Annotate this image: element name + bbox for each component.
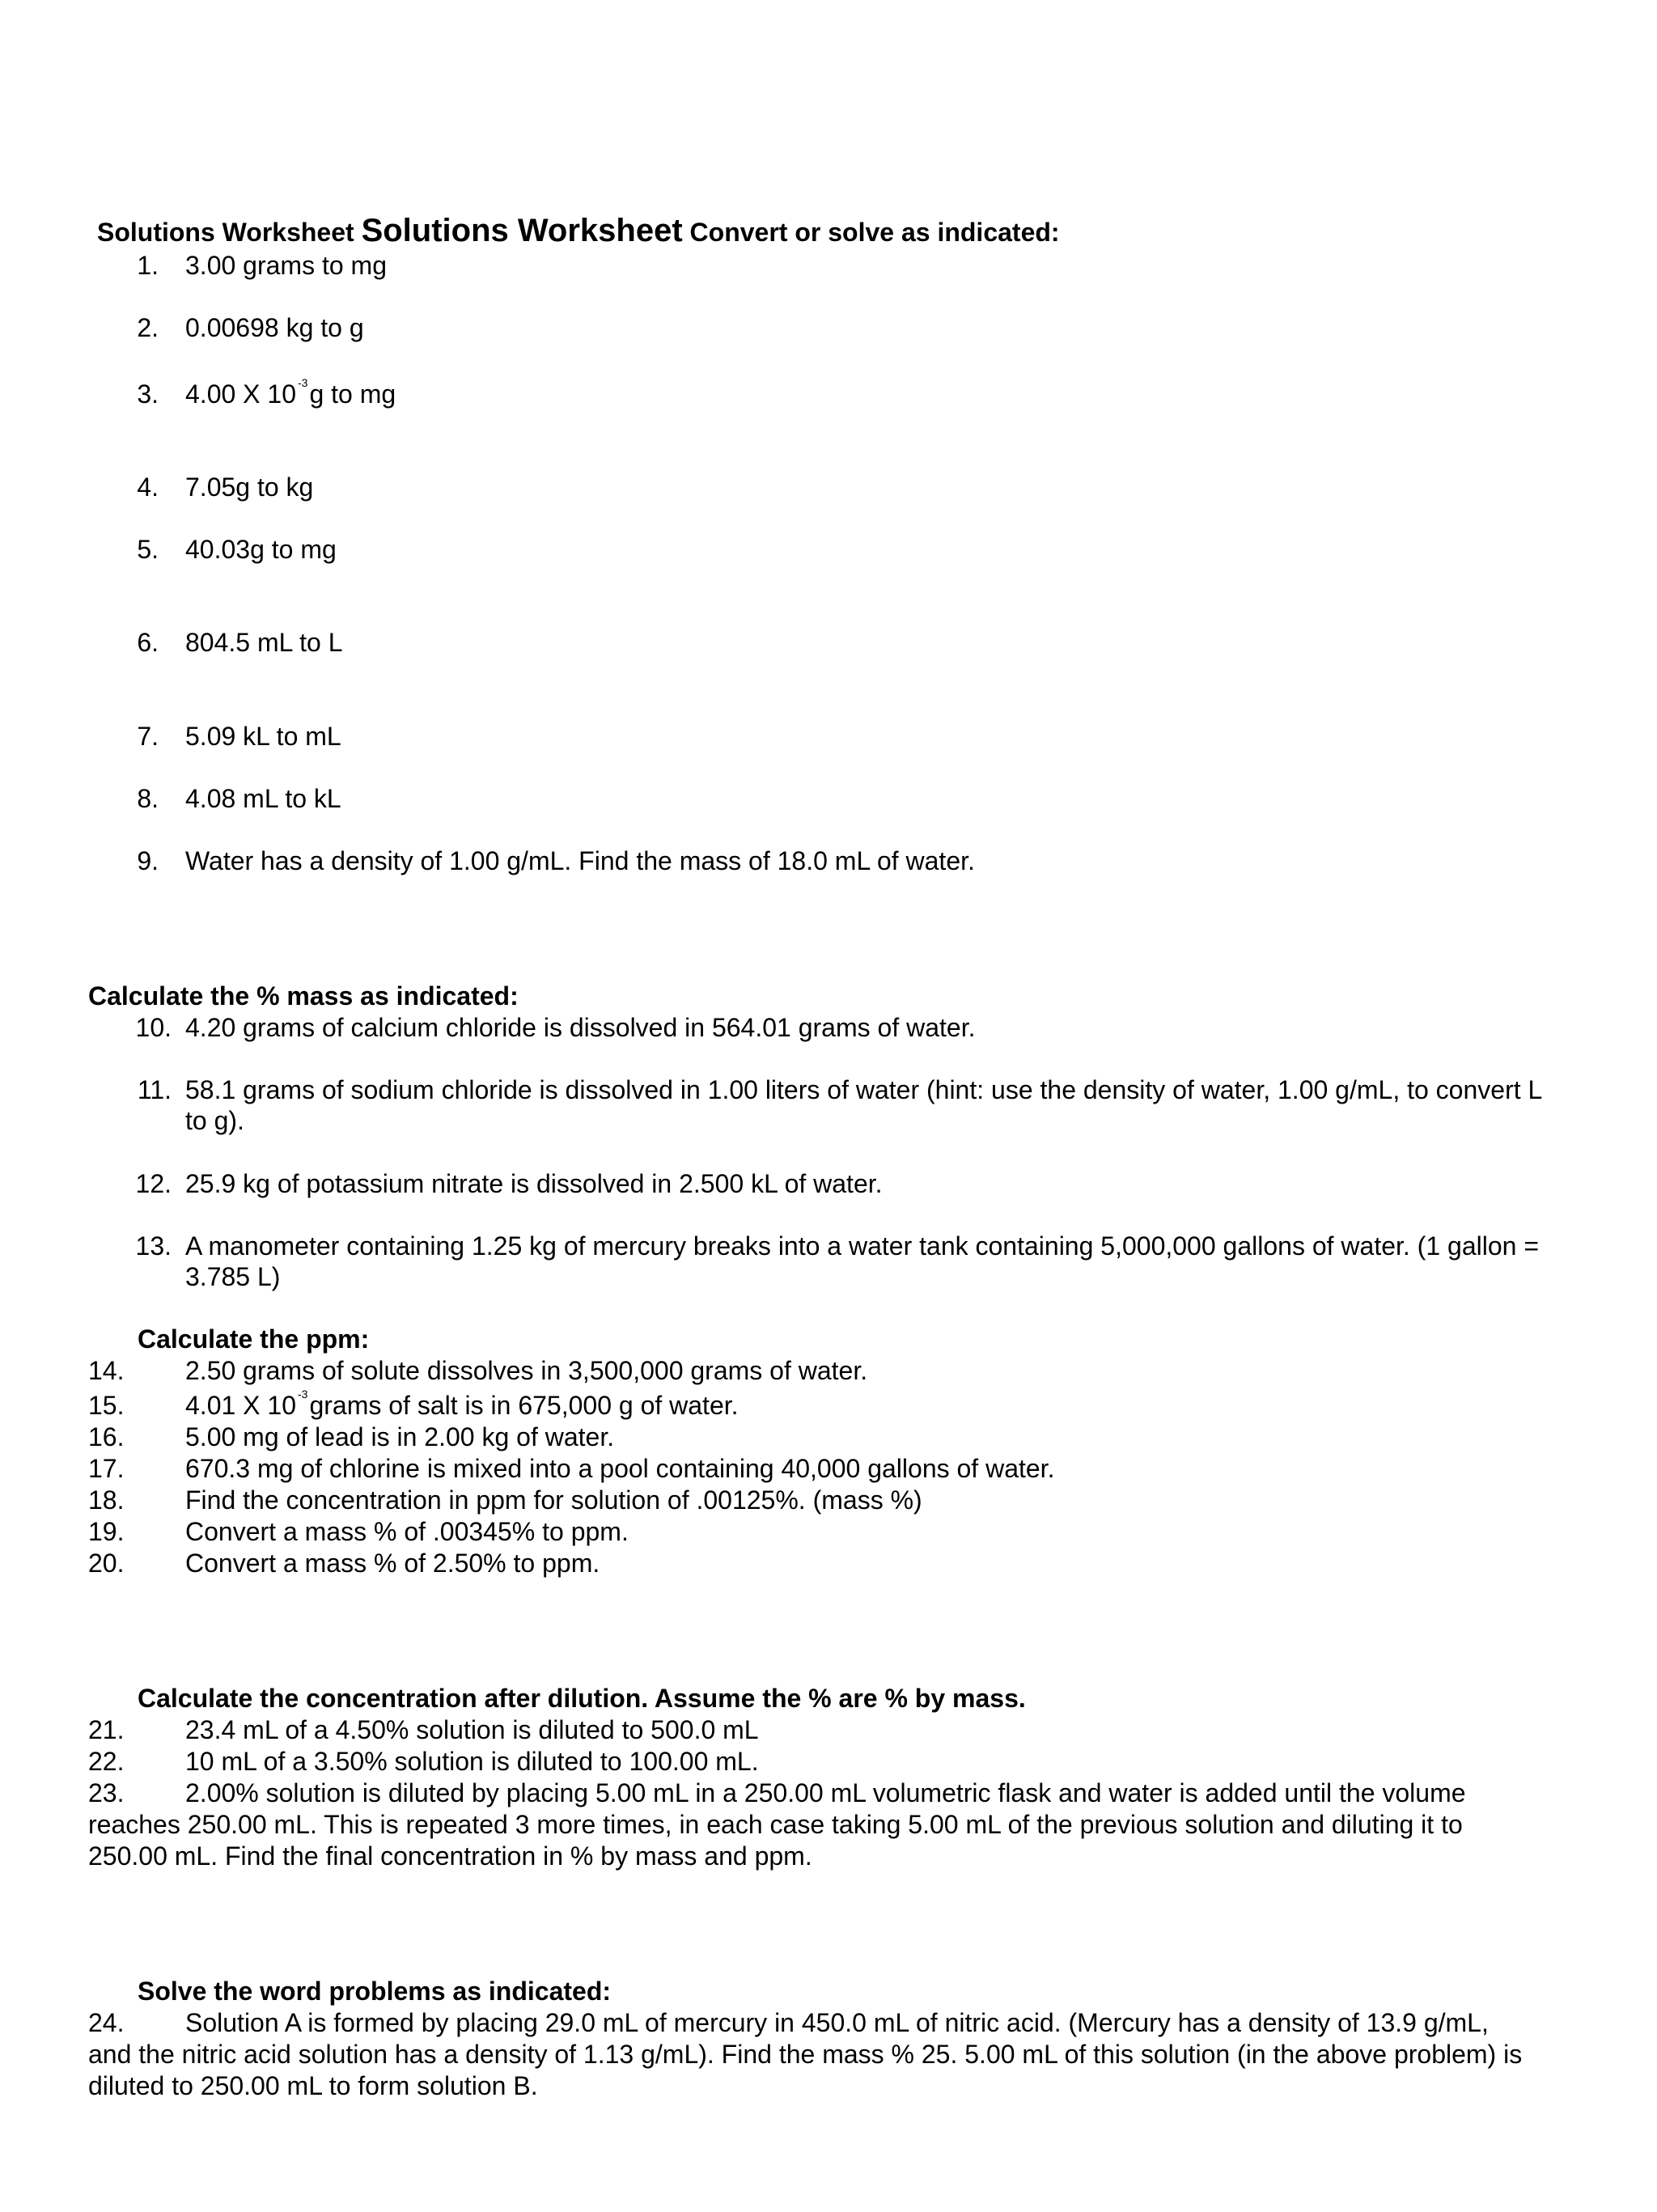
item-number: 24. <box>88 2008 125 2037</box>
item-number: 4. <box>137 472 159 502</box>
item-text: 23.4 mL of a 4.50% solution is diluted to 500.0 mL <box>185 1715 759 1744</box>
item-number: 12. <box>135 1169 172 1198</box>
item-text: 7.05g to kg <box>185 472 314 502</box>
section-heading-word-problems: Solve the word problems as indicated: <box>138 1977 612 2006</box>
item-text-line: reaches 250.00 mL. This is repeated 3 more times, in each case taking 5.00 mL of the previous solution and diluting it to <box>88 1810 1463 1839</box>
header-instruction: Convert or solve as indicated: <box>689 218 1060 247</box>
item-text-line: and the nitric acid solution has a density of 1.13 g/mL). Find the mass % 25. 5.00 mL of this solution (in the above problem) is <box>88 2040 1523 2069</box>
item-text: 10 mL of a 3.50% solution is diluted to 100.00 mL. <box>185 1747 759 1776</box>
section-heading-ppm: Calculate the ppm: <box>138 1324 370 1354</box>
item-number: 19. <box>88 1517 125 1546</box>
item-text: 25.9 kg of potassium nitrate is dissolved in 2.500 kL of water. <box>185 1169 883 1198</box>
item-number: 20. <box>88 1549 125 1578</box>
item-text-base: 4.01 X 10 <box>185 1391 296 1420</box>
item-number: 23. <box>88 1778 125 1807</box>
item-text-line: 58.1 grams of sodium chloride is dissolved in 1.00 liters of water (hint: use the density of water, 1.00 g/mL, to convert L <box>185 1075 1543 1104</box>
item-text-line: 3.785 L) <box>185 1262 281 1291</box>
item-number: 2. <box>137 313 159 342</box>
item-text-rest: grams of salt is in 675,000 g of water. <box>309 1391 739 1420</box>
item-text-line: A manometer containing 1.25 kg of mercury breaks into a water tank containing 5,000,000 gallons of water. (1 gallon = <box>185 1231 1539 1261</box>
item-number: 9. <box>137 846 159 875</box>
item-text-line: diluted to 250.00 mL to form solution B. <box>88 2071 538 2100</box>
item-text: 0.00698 kg to g <box>185 313 364 342</box>
item-text: 4.08 mL to kL <box>185 784 341 813</box>
item-text: 5.00 mg of lead is in 2.00 kg of water. <box>185 1422 615 1451</box>
section-heading-mass-percent: Calculate the % mass as indicated: <box>88 981 519 1011</box>
item-number: 1. <box>137 251 159 280</box>
item-text-rest: g to mg <box>309 379 396 409</box>
item-number: 17. <box>88 1454 125 1483</box>
item-number: 3. <box>137 379 159 409</box>
item-text <box>185 376 396 414</box>
item-number: 18. <box>88 1485 125 1515</box>
item-text: Convert a mass % of .00345% to ppm. <box>185 1517 629 1546</box>
item-text: Convert a mass % of 2.50% to ppm. <box>185 1549 600 1578</box>
item-number: 14. <box>88 1356 125 1385</box>
exponent: -3 <box>298 376 308 389</box>
item-number: 16. <box>88 1422 125 1451</box>
item-number: 8. <box>137 784 159 813</box>
item-text-base: 4.00 X 10 <box>185 379 296 409</box>
item-number: 11. <box>137 1075 172 1104</box>
item-text-line: Solution A is formed by placing 29.0 mL of mercury in 450.0 mL of nitric acid. (Mercury has a density of 13.9 g/mL, <box>185 2008 1489 2037</box>
item-text: 3.00 grams to mg <box>185 251 387 280</box>
item-number: 10. <box>135 1013 172 1042</box>
section-heading-dilution: Calculate the concentration after dilution. Assume the % are % by mass. <box>138 1684 1026 1713</box>
item-text-line: 2.00% solution is diluted by placing 5.00 mL in a 250.00 mL volumetric flask and water is added until the volume <box>185 1778 1466 1807</box>
item-text: 2.50 grams of solute dissolves in 3,500,000 grams of water. <box>185 1356 868 1385</box>
item-number: 15. <box>88 1391 125 1420</box>
item-text: 804.5 mL to L <box>185 628 343 657</box>
item-number: 7. <box>137 722 159 751</box>
item-number: 13. <box>135 1231 172 1261</box>
exponent: -3 <box>298 1388 308 1401</box>
worksheet-header <box>97 215 1060 248</box>
item-number: 21. <box>88 1715 125 1744</box>
item-text: Water has a density of 1.00 g/mL. Find the mass of 18.0 mL of water. <box>185 846 975 875</box>
title-large: Solutions Worksheet <box>361 213 683 248</box>
title-small: Solutions Worksheet <box>97 218 354 247</box>
item-number: 6. <box>137 628 159 657</box>
item-number: 5. <box>137 535 159 564</box>
item-number: 22. <box>88 1747 125 1776</box>
item-text: Find the concentration in ppm for solution of .00125%. (mass %) <box>185 1485 922 1515</box>
item-text-line: to g). <box>185 1106 244 1135</box>
item-text: 4.20 grams of calcium chloride is dissolved in 564.01 grams of water. <box>185 1013 976 1042</box>
item-text: 670.3 mg of chlorine is mixed into a pool containing 40,000 gallons of water. <box>185 1454 1055 1483</box>
item-text: 5.09 kL to mL <box>185 722 341 751</box>
item-text: 40.03g to mg <box>185 535 337 564</box>
item-text-line: 250.00 mL. Find the final concentration in % by mass and ppm. <box>88 1841 812 1871</box>
item-text <box>185 1390 739 1426</box>
